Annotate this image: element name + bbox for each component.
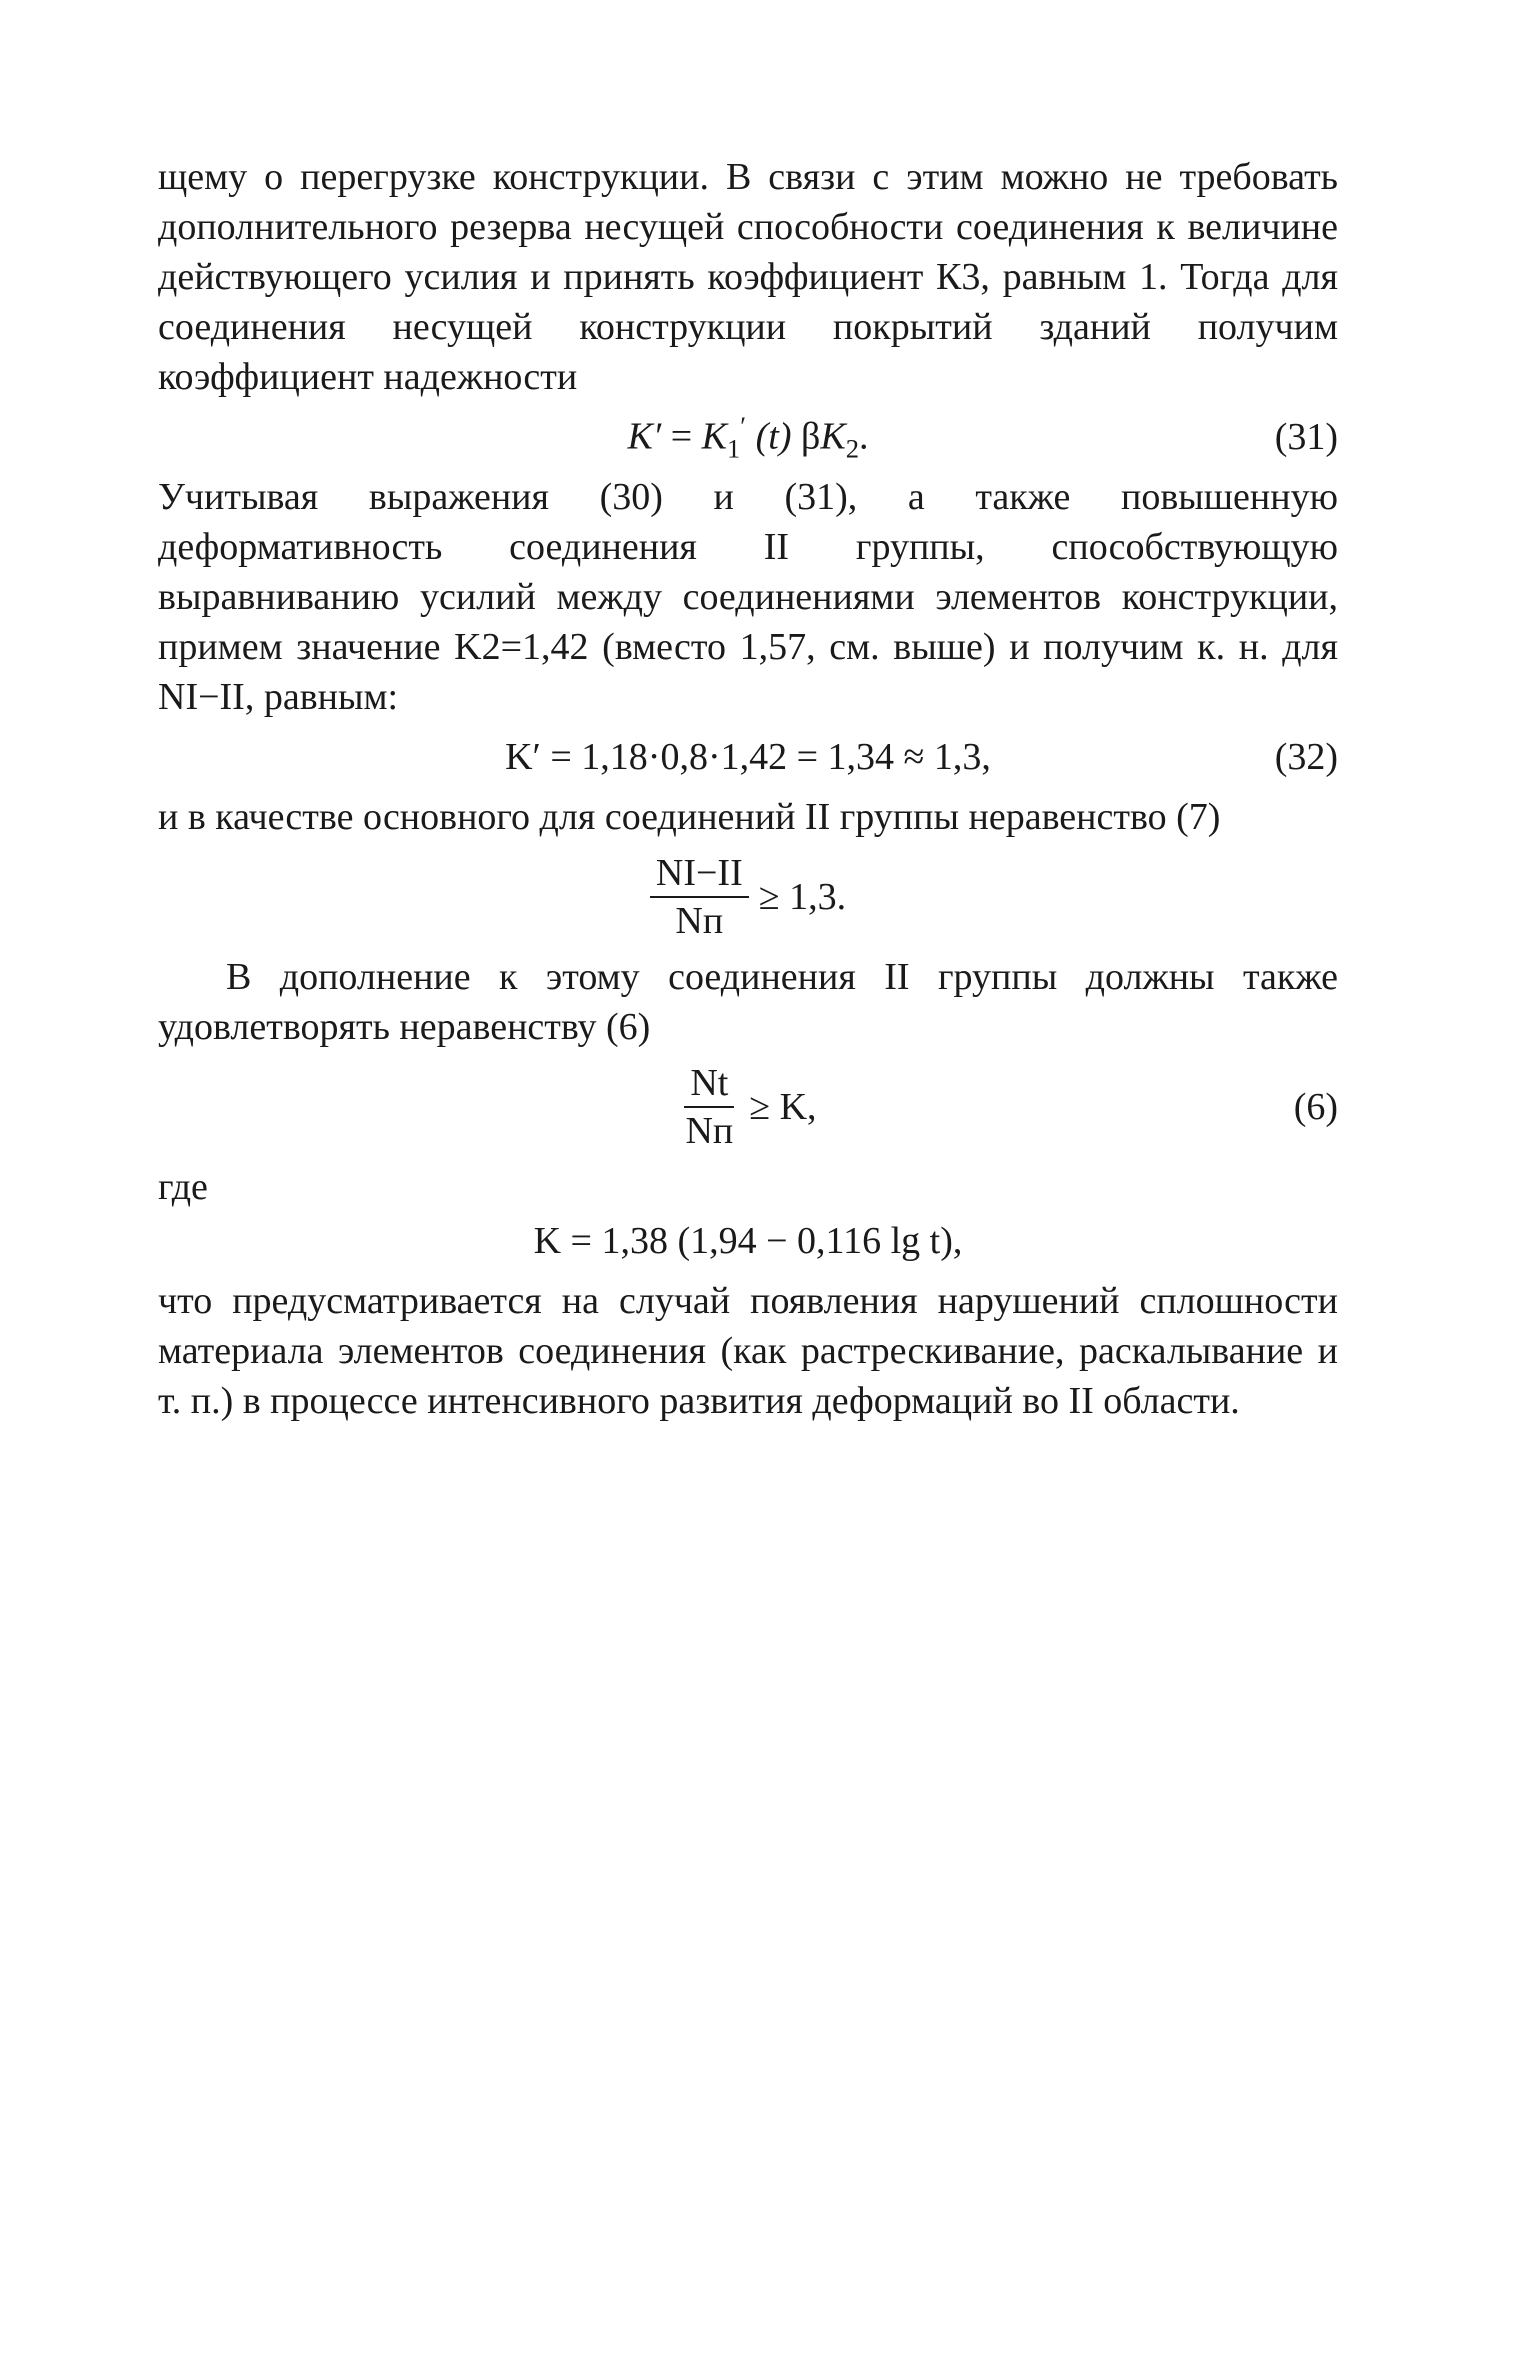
inequality-6-number: (6)	[1293, 1086, 1338, 1128]
inequality-7-numerator: NI−II	[650, 850, 749, 898]
equation-31-number: (31)	[1274, 416, 1338, 458]
paragraph-4: В дополнение к этому соединения II группы должны также удовлетворять неравенству (6)	[158, 956, 1338, 1048]
equation-k-row	[158, 1206, 1338, 1276]
inequality-7-row	[158, 842, 1338, 952]
inequality-6-numerator: Nt	[684, 1060, 734, 1108]
equation-32: K′ = 1,18·0,8·1,42 = 1,34 ≈ 1,3,	[505, 736, 991, 778]
inequality-6-denominator: Nп	[685, 1110, 734, 1152]
inequality-6-rhs: ≥ K,	[749, 1086, 817, 1128]
paragraph-1: щему о перегрузке конструкции. В связи с этим можно не требовать дополнительного резерва несущей способности соединения к величине действующего усилия и принять коэффициент К3, равным 1. Тогда для соединения несущей конструкции покрытий зданий получим коэффициент надежности	[158, 156, 1338, 398]
where-label: где	[158, 1166, 208, 1208]
paragraph-5: что предусматривается на случай появления нарушений сплошности материала элементов соединения (как растрескивание, раскалывание и т. п.) в процессе интенсивного развития деформаций во II области.	[158, 1280, 1338, 1422]
inequality-7-rhs: ≥ 1,3.	[758, 876, 847, 918]
equation-32-row	[158, 722, 1338, 792]
paragraph-3: и в качестве основного для соединений II группы неравенство (7)	[158, 796, 1221, 838]
equation-31: $K' = K_1'$ (t) $\beta K_2$.	[627, 410, 869, 464]
equation-k: K = 1,38 (1,94 − 0,116 lg t),	[533, 1220, 963, 1262]
inequality-7-fraction	[650, 850, 749, 944]
paragraph-2: Учитывая выражения (30) и (31), а также повышенную деформативность соединения II группы, способствующую выравниванию усилий между соединениями элементов конструкции, примем значение K2=1,42 (вместо 1,57, см. выше) и получим к. н. для NI−II, равным:	[158, 476, 1338, 718]
equation-32-number: (32)	[1274, 736, 1338, 778]
equation-31-row	[158, 402, 1338, 472]
inequality-6-row	[158, 1052, 1338, 1162]
page-text	[158, 152, 1338, 1426]
inequality-7-denominator: Nп	[675, 900, 724, 942]
inequality-6-fraction	[679, 1060, 739, 1154]
